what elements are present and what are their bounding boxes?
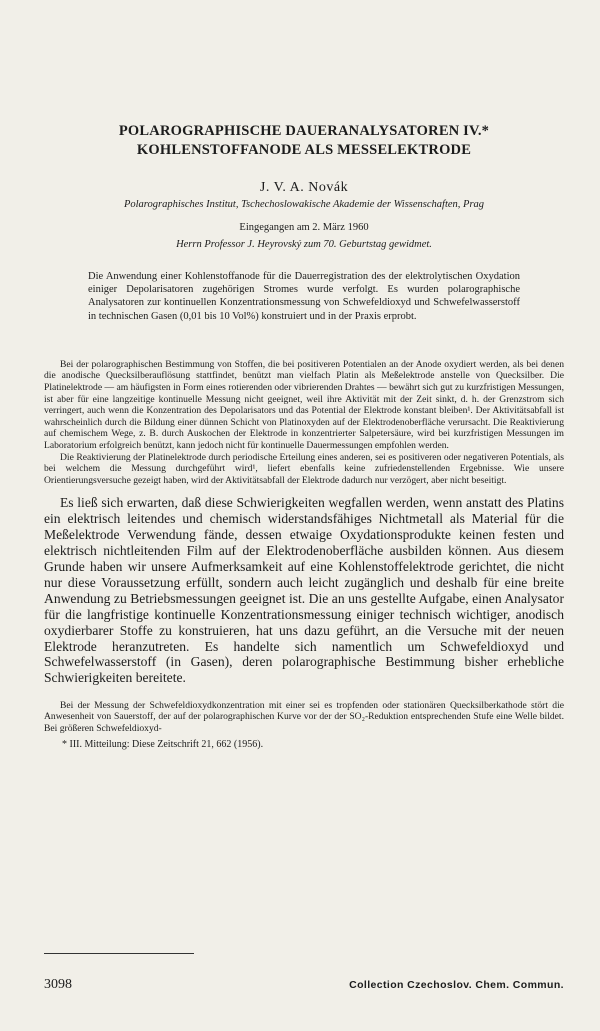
paragraph-3: Es ließ sich erwarten, daß diese Schwierigkeiten wegfallen werden, wenn anstatt des Platins ein elektrisch leitendes und chemisch widerstandsfähiges Nichtmetall als Material für die Meßelektrode Verwendung fände, dessen etwaige Oxydationsprodukte keinen festen und elektrisch nichtleitenden Film auf der Elektrodenoberfläche ausbilden können. Aus diesem Grunde haben wir unsere Aufmerksamkeit auf eine Kohlenstoffelektrode gerichtet, die nicht nur diese Voraussetzung erfüllt, sondern auch leicht zugänglich und deshalb für eine breite Anwendung zu Betriebsmessungen geeignet ist. Die an uns gestellte Aufgabe, einen Analysator für die langfristige kontinuelle Konzentrationsmessung einiger technisch wichtiger, anodisch oxydierbarer Stoffe zu konstruieren, hat uns dazu geführt, an die Versuche mit der neuen Elektrode heranzutreten. Es handelte sich namentlich um Schwefeldioxyd und Schwefelwasserstoff (in Gasen), deren polarographische Bestimmung bisher erhebliche Schwierigkeiten bereitete. — [44, 495, 564, 686]
page-footer — [44, 977, 564, 993]
title-line-1: POLAROGRAPHISCHE DAUERANALYSATOREN IV.* — [118, 123, 490, 139]
title-line-2: KOHLENSTOFFANODE ALS MESSELEKTRODE — [136, 142, 472, 158]
author-name: J. V. A. Novák — [259, 180, 349, 195]
paragraph-4: Bei der Messung der Schwefeldioxydkonzentration mit einer sei es tropfenden oder stationären Quecksilberkathode stört die Anwesenheit von Sauerstoff, der auf der polarographischen Kurve vor der der SO₂-Reduktion entsprechenden Stufe eine Welle bildet. Bei größeren Schwefeldioxyd- — [44, 699, 564, 734]
page-number: 3098 — [44, 977, 72, 992]
received-date: Eingegangen am 2. März 1960 — [239, 222, 369, 233]
footnote: * III. Mitteilung: Diese Zeitschrift 21, 662 (1956). — [62, 738, 264, 750]
dedication: Herrn Professor J. Heyrovský zum 70. Geburtstag gewidmet. — [176, 239, 432, 250]
footnote-rule — [44, 953, 194, 954]
paragraph-1: Bei der polarographischen Bestimmung von Stoffen, die bei positiveren Potentialen an der Anode oxydiert werden, als bei denen die anodische Quecksilberauflösung stattfindet, benützt man vielfach Platin als Meßelektrode anstelle von Quecksilber. Die Platinelektrode — am häufigsten in Form eines rotierenden oder vibrierenden Drahtes — bewährt sich gut zu kurzfristigen Messungen, ist aber für eine langzeitige kontinuelle Messung nicht geeignet, weil ihre Aktivität mit der Zeit sinkt, d. h. der Grenzstrom sich verringert, auch wenn die Konzentration des Depolarisators und das Potential der Elektrode konstant bleiben¹. Der Aktivitätsabfall ist wahrscheinlich durch die Bildung einer dünnen Schicht von Platinoxyden auf der Elektrodenoberfläche verursacht. Die Reaktivierung auf chemischem Wege, z. B. durch Auskochen der Elektrode in konzentrierter Salpetersäure, wird bei kurzfristigen Messungen im Laboratorium erfolgreich benützt, kann jedoch nicht für kontinuelle Dauermessungen empfohlen werden. — [44, 358, 564, 451]
article-title — [44, 122, 564, 160]
journal-name: Collection Czechoslov. Chem. Commun. — [349, 979, 564, 991]
author-affiliation: Polarographisches Institut, Tschechoslowakische Akademie der Wissenschaften, Prag — [123, 199, 485, 210]
paragraph-2: Die Reaktivierung der Platinelektrode durch periodische Erteilung eines anderen, sei es positiveren oder negativeren Potentials, als bei welchem die Messung durchgeführt wird¹, liefert ebenfalls keine zufriedenstellenden Ergebnisse. Wie unsere Orientierungsversuche gezeigt haben, wird der Aktivitätsabfall der Elektrode dadurch nur verzögert, aber nicht beseitigt. — [44, 451, 564, 486]
abstract: Die Anwendung einer Kohlenstoffanode für die Dauerregistration des der elektrolytischen Oxydation einiger Depolarisatoren zugehörigen Stromes wurde verfolgt. Es wurden polarographische Analysatoren zur kontinuellen Konzentrationsmessung von Schwefeldioxyd und Schwefelwasserstoff in technischen Gasen (0,01 bis 10 Vol%) konstruiert und in der Praxis erprobt. — [88, 271, 520, 322]
journal-page — [0, 122, 600, 1031]
